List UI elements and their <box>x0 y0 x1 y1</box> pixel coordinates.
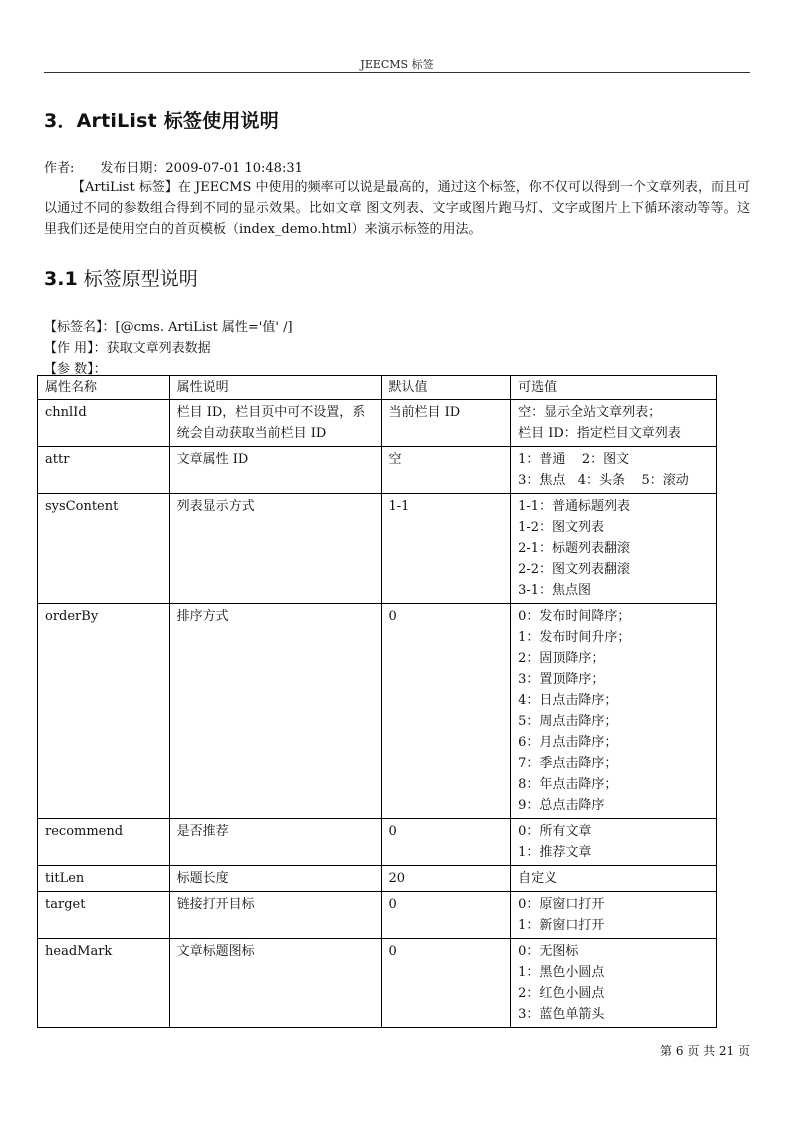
params-table <box>37 375 717 1028</box>
param-option-line: 2-2：图文列表翻滚 <box>518 562 630 577</box>
param-desc-cell <box>169 447 381 494</box>
param-option-line: 3：置顶降序； <box>518 672 605 687</box>
param-desc-cell <box>169 604 381 819</box>
table-header-row <box>38 376 717 400</box>
param-name-cell: orderBy <box>38 604 170 819</box>
param-option-line: 2：固顶降序； <box>518 651 605 666</box>
param-default-cell: 0 <box>381 939 511 1028</box>
param-desc-line: 统会自动获取当前栏目 ID <box>176 426 327 441</box>
param-desc-line: 是否推荐 <box>176 824 229 839</box>
table-row <box>38 866 717 892</box>
param-option-line: 1：黑色小圆点 <box>518 965 605 980</box>
intro-text: 【ArtiList 标签】在 JEECMS 中使用的频率可以说是最高的，通过这个标签，你不仅可以得到一个文章列表，而且可以通过不同的参数组合得到不同的显示效果。比如文章 图文列表、文字或图片跑马灯、文字或图片上下循环滚动等等。这里我们还是使用空白的首页模板（index_demo.html）来演示标签的用法。 <box>44 180 750 237</box>
param-option-line: 6：月点击降序； <box>518 735 618 750</box>
param-desc-cell <box>169 866 381 892</box>
param-options-cell <box>511 939 717 1028</box>
param-options-cell <box>511 892 717 939</box>
author-label: 作者: <box>44 161 75 176</box>
article-meta <box>44 157 329 176</box>
param-desc-line: 标题长度 <box>176 871 229 886</box>
param-option-line: 0：发布时间降序； <box>518 609 631 624</box>
param-desc-cell <box>169 939 381 1028</box>
running-header: JEECMS 标签 <box>360 58 434 71</box>
subsection-title <box>44 264 198 291</box>
tag-purpose-line: 【作 用】：获取文章列表数据 <box>44 341 211 356</box>
param-option-line: 1：新窗口打开 <box>518 918 605 933</box>
param-option-line: 1-2：图文列表 <box>518 520 604 535</box>
table-body <box>38 400 717 1028</box>
param-option-line: 1：发布时间升序； <box>518 630 631 645</box>
param-desc-line: 列表显示方式 <box>176 499 255 514</box>
param-default-cell: 0 <box>381 892 511 939</box>
section-title: 3．ArtiList 标签使用说明 <box>44 110 279 132</box>
param-option-line: 8：年点击降序； <box>518 777 618 792</box>
param-option-line: 1-1：普通标题列表 <box>518 499 630 514</box>
param-name-cell: attr <box>38 447 170 494</box>
param-desc-cell <box>169 494 381 604</box>
param-option-line: 4：日点击降序； <box>518 693 618 708</box>
header-cell-name: 属性名称 <box>38 376 170 400</box>
param-option-line: 5：周点击降序； <box>518 714 618 729</box>
table-row <box>38 819 717 866</box>
param-options-cell <box>511 866 717 892</box>
param-option-line: 3-1：焦点图 <box>518 583 591 598</box>
param-option-line: 3：蓝色单箭头 <box>518 1007 605 1022</box>
param-name-cell: recommend <box>38 819 170 866</box>
param-default-cell: 空 <box>381 447 511 494</box>
table-row <box>38 447 717 494</box>
param-default-cell: 0 <box>381 819 511 866</box>
param-desc-cell <box>169 819 381 866</box>
param-option-line: 0：无图标 <box>518 944 579 959</box>
header-rule <box>44 72 750 73</box>
param-options-cell <box>511 400 717 447</box>
param-option-line: 2：红色小圆点 <box>518 986 605 1001</box>
table-row <box>38 494 717 604</box>
param-option-line: 1：普通 2：图文 <box>518 452 630 467</box>
subsection-text: 标签原型说明 <box>77 268 198 290</box>
param-options-cell <box>511 447 717 494</box>
param-name-cell: target <box>38 892 170 939</box>
param-desc-line: 文章属性 ID <box>176 452 249 467</box>
param-option-line: 自定义 <box>518 871 558 886</box>
table-row <box>38 892 717 939</box>
param-desc-cell <box>169 400 381 447</box>
param-name-cell: chnlId <box>38 400 170 447</box>
param-desc-line: 链接打开目标 <box>176 897 255 912</box>
param-desc-line: 排序方式 <box>176 609 229 624</box>
param-options-cell <box>511 494 717 604</box>
param-option-line: 3：焦点 4：头条 5：滚动 <box>518 473 689 488</box>
param-default-cell: 1-1 <box>381 494 511 604</box>
intro-paragraph <box>44 177 750 240</box>
param-default-cell: 20 <box>381 866 511 892</box>
tag-name-line: 【标签名】：[@cms. ArtiList 属性='值' /] <box>44 320 293 335</box>
table-row <box>38 604 717 819</box>
param-name-cell: sysContent <box>38 494 170 604</box>
param-option-line: 7：季点击降序； <box>518 756 618 771</box>
param-option-line: 0：所有文章 <box>518 824 592 839</box>
param-desc-cell <box>169 892 381 939</box>
tag-info <box>44 317 293 380</box>
page-number: 第 6 页 共 21 页 <box>660 1044 750 1058</box>
param-option-line: 0：原窗口打开 <box>518 897 605 912</box>
param-options-cell <box>511 604 717 819</box>
param-option-line: 2-1：标题列表翻滚 <box>518 541 630 556</box>
param-options-cell <box>511 819 717 866</box>
param-name-cell: headMark <box>38 939 170 1028</box>
tag-params-line: 【参 数】： <box>44 362 107 377</box>
table-row <box>38 939 717 1028</box>
param-default-cell: 当前栏目 ID <box>381 400 511 447</box>
param-option-line: 空：显示全站文章列表； <box>518 405 662 420</box>
param-default-cell: 0 <box>381 604 511 819</box>
publish-date: 发布日期：2009-07-01 10:48:31 <box>100 161 303 176</box>
param-option-line: 9：总点击降序 <box>518 798 605 813</box>
subsection-number: 3.1 <box>44 268 78 290</box>
table-row <box>38 400 717 447</box>
header-cell-default: 默认值 <box>381 376 511 400</box>
header-cell-options: 可选值 <box>511 376 717 400</box>
param-desc-line: 栏目 ID，栏目页中可不设置，系 <box>176 405 366 420</box>
param-option-line: 栏目 ID：指定栏目文章列表 <box>518 426 681 441</box>
param-option-line: 1：推荐文章 <box>518 845 592 860</box>
param-desc-line: 文章标题图标 <box>176 944 255 959</box>
header-cell-desc: 属性说明 <box>169 376 381 400</box>
param-name-cell: titLen <box>38 866 170 892</box>
